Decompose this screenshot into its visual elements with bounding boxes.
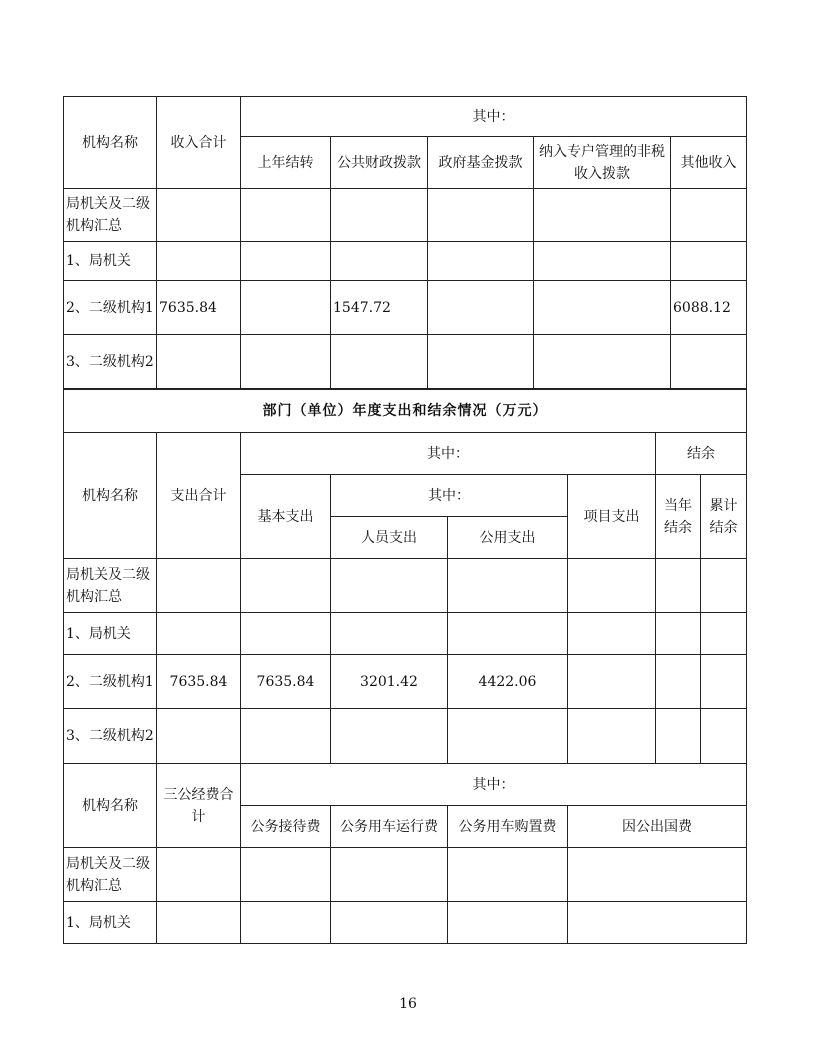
header-income-total: 收入合计 <box>157 97 241 189</box>
row-name: 3、二级机构2 <box>64 709 157 764</box>
cell-non-tax <box>534 335 671 389</box>
header-other: 其他收入 <box>671 137 747 189</box>
cell-other <box>671 189 747 242</box>
cell-basic: 7635.84 <box>241 655 331 709</box>
header-vehicle-purchase: 公务用车购置费 <box>448 806 568 848</box>
row-name: 1、局机关 <box>64 242 157 281</box>
cell-vehicle-purchase <box>448 902 568 944</box>
cell-public-finance <box>331 189 428 242</box>
table-row <box>64 281 747 335</box>
cell-vehicle-operation <box>331 902 448 944</box>
cell-overseas <box>568 902 747 944</box>
cell-gov-fund <box>428 189 534 242</box>
cell-total <box>157 709 241 764</box>
cell-basic <box>241 559 331 613</box>
header-expense-total: 支出合计 <box>157 433 241 559</box>
table-row <box>64 709 747 764</box>
header-org-name: 机构名称 <box>64 764 157 848</box>
cell-non-tax <box>534 242 671 281</box>
header-personnel-expense: 人员支出 <box>331 517 448 559</box>
expense-table <box>63 389 747 764</box>
cell-gov-fund <box>428 242 534 281</box>
row-name: 2、二级机构1 <box>64 281 157 335</box>
row-name: 局机关及二级机构汇总 <box>64 559 157 613</box>
header-project-expense: 项目支出 <box>568 475 656 559</box>
header-of-which: 其中： <box>241 764 747 806</box>
cell-personnel <box>331 613 448 655</box>
cell-current-year <box>656 613 701 655</box>
table-row <box>64 848 747 902</box>
cell-non-tax <box>534 281 671 335</box>
cell-vehicle-purchase <box>448 848 568 902</box>
table-row <box>64 655 747 709</box>
cell-vehicle-operation <box>331 848 448 902</box>
cell-non-tax <box>534 189 671 242</box>
cell-project <box>568 559 656 613</box>
cell-project <box>568 655 656 709</box>
cell-public-finance <box>331 335 428 389</box>
cell-other: 6088.12 <box>671 281 747 335</box>
cell-basic <box>241 613 331 655</box>
cell-current-year <box>656 559 701 613</box>
header-vehicle-operation: 公务用车运行费 <box>331 806 448 848</box>
cell-carryover <box>241 281 331 335</box>
row-name: 局机关及二级机构汇总 <box>64 189 157 242</box>
header-balance: 结余 <box>656 433 747 475</box>
income-table <box>63 96 747 389</box>
table-row <box>64 559 747 613</box>
cell-gov-fund <box>428 281 534 335</box>
header-reception: 公务接待费 <box>241 806 331 848</box>
cell-total: 7635.84 <box>157 281 241 335</box>
cell-total <box>157 559 241 613</box>
cell-total <box>157 335 241 389</box>
cell-current-year <box>656 709 701 764</box>
header-org-name: 机构名称 <box>64 433 157 559</box>
cell-cumulative <box>701 559 747 613</box>
header-public-finance: 公共财政拨款 <box>331 137 428 189</box>
cell-carryover <box>241 189 331 242</box>
expense-table-title: 部门（单位）年度支出和结余情况（万元） <box>64 390 747 433</box>
row-name: 1、局机关 <box>64 902 157 944</box>
cell-carryover <box>241 335 331 389</box>
cell-public-finance <box>331 242 428 281</box>
cell-total <box>157 189 241 242</box>
cell-cumulative <box>701 709 747 764</box>
cell-public-use <box>448 613 568 655</box>
cell-basic <box>241 709 331 764</box>
cell-reception <box>241 848 331 902</box>
cell-cumulative <box>701 655 747 709</box>
row-name: 1、局机关 <box>64 613 157 655</box>
table-row <box>64 242 747 281</box>
row-name: 局机关及二级机构汇总 <box>64 848 157 902</box>
cell-project <box>568 613 656 655</box>
cell-public-use: 4422.06 <box>448 655 568 709</box>
page-number: 16 <box>399 996 417 1012</box>
cell-public-use <box>448 709 568 764</box>
table-row <box>64 189 747 242</box>
cell-other <box>671 335 747 389</box>
cell-total <box>157 242 241 281</box>
cell-carryover <box>241 242 331 281</box>
table-row <box>64 613 747 655</box>
header-overseas: 因公出国费 <box>568 806 747 848</box>
header-of-which: 其中： <box>241 97 747 137</box>
row-name: 3、二级机构2 <box>64 335 157 389</box>
cell-gov-fund <box>428 335 534 389</box>
cell-total: 7635.84 <box>157 655 241 709</box>
header-public-use-expense: 公用支出 <box>448 517 568 559</box>
header-current-year-balance: 当年结余 <box>656 475 701 559</box>
header-gov-fund: 政府基金拨款 <box>428 137 534 189</box>
three-public-expenses-table <box>63 763 747 944</box>
table-row <box>64 335 747 389</box>
cell-total <box>157 613 241 655</box>
cell-public-use <box>448 559 568 613</box>
header-carryover: 上年结转 <box>241 137 331 189</box>
cell-personnel: 3201.42 <box>331 655 448 709</box>
header-of-which: 其中： <box>241 433 656 475</box>
cell-cumulative <box>701 613 747 655</box>
header-cumulative-balance: 累计结余 <box>701 475 747 559</box>
header-org-name: 机构名称 <box>64 97 157 189</box>
header-three-public-total: 三公经费合计 <box>157 764 241 848</box>
header-basic-expense: 基本支出 <box>241 475 331 559</box>
cell-total <box>157 848 241 902</box>
header-of-which-basic: 其中： <box>331 475 568 517</box>
cell-total <box>157 902 241 944</box>
cell-other <box>671 242 747 281</box>
cell-current-year <box>656 655 701 709</box>
cell-personnel <box>331 709 448 764</box>
row-name: 2、二级机构1 <box>64 655 157 709</box>
cell-public-finance: 1547.72 <box>331 281 428 335</box>
table-row <box>64 902 747 944</box>
cell-project <box>568 709 656 764</box>
cell-overseas <box>568 848 747 902</box>
header-non-tax: 纳入专户管理的非税收入拨款 <box>534 137 671 189</box>
cell-personnel <box>331 559 448 613</box>
cell-reception <box>241 902 331 944</box>
